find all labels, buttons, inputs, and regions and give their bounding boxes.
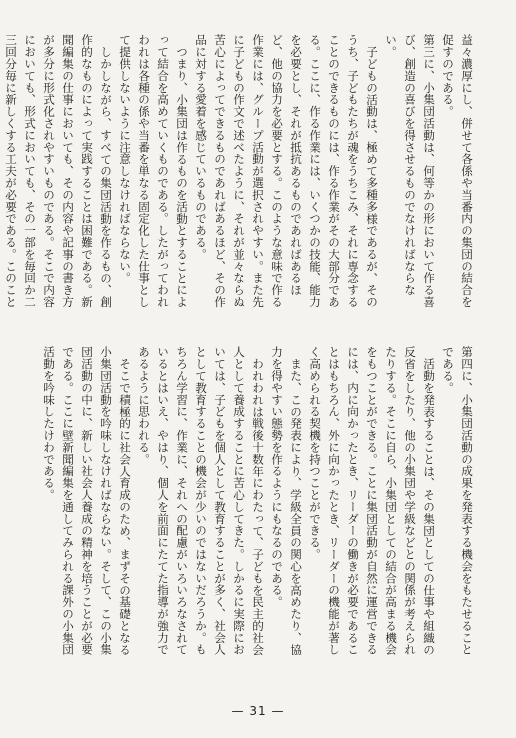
paragraph: 子どもの活動は、極めて多種多様であるが、そのうち、子どもたちが魂をうちこみ、それに専念することのできるものには、作る作業がその大部分である。ここに、作る作業には、いくつかの技能、能力を必要とし、それが抵抗あるものであればあるほど、他の協力を必要とする。このような意味で作る作業には、グループ活動が選択されやすい。また先に子どもの作文で述べたように、それが並々ならぬ苦心によってできるものであればあるほど、その作品に対する愛着を感じているものである。 — [194, 34, 379, 308]
upper-text-block — [4, 34, 476, 310]
paragraph: われわれは戦後十数年にわたって、子どもを民主的社会人として養成することに苦心してきた。しかるに実際においては、子どもを個人として教育することが多く、社会人として教育することの機会が少いのではないだろうか。もちろん学習に、作業に、それへの配慮がいろいろなされているとはいえ、やはり、個人を前面にたてた指導が強力であるように思われる。 — [137, 346, 265, 656]
lower-text-block — [36, 346, 476, 664]
paragraph: 益々濃厚にし、併せて各係や当番内の集団の結合を促すのである。 — [441, 34, 474, 308]
paragraph: つまり、小集団は作るものを活動とすることによって結合を高めていくものである。したがってわれわれは各種の係や当番を単なる固定化した仕事として提供しないように注意しなければならない。 — [118, 34, 189, 308]
section-heading-third: 第三に、小集団活動は、何等かの形において作る喜び、創造の喜びを得させるものでなければならない。 — [384, 34, 436, 308]
paragraph: また、この発表により、学級全員の関心を高めたり、協力を得やすい態勢を作るようにもなるのである。 — [270, 346, 303, 656]
paragraph: しかしながら、すべての集団活動を作るもの、創作的なものによって実践することは困難である。新聞編集の仕事においても、その内容や記事の書き方が多分に形式化されやすいものである。そこで内容においても、形式においても、その一部を毎回か二三回分毎に新しくする工夫が必要である。このこと — [4, 34, 113, 308]
paragraph: そこで積極的に社会人育成のため、まずその基礎となる小集団活動を吟味しなければならない。そして、この小集団活動の中に、新しい社会人養成の精神を培うことが必要である。ここに壁新聞編集を通してみられる課外の小集団活動を吟味したけわである。 — [42, 346, 132, 656]
section-heading-fourth: 第四に、小集団活動の成果を発表する機会をもたせることである。 — [441, 346, 474, 656]
paragraph: 活動を発表することは、その集団としての仕事や組織の反省をしたり、他の小集団や学級などとの関係が考えられたりする。そこに自ら、小集団としての結合が高まる機会をもつことができる。ことに集団活動が自然に運営できるには、内に向かったとき、リーダーの働きが必要であることはもちろん、外に向かったとき、リーダーの機能が著しく高められる契機を持つことができる。 — [308, 346, 436, 656]
page-number: — 31 — — [231, 704, 285, 718]
